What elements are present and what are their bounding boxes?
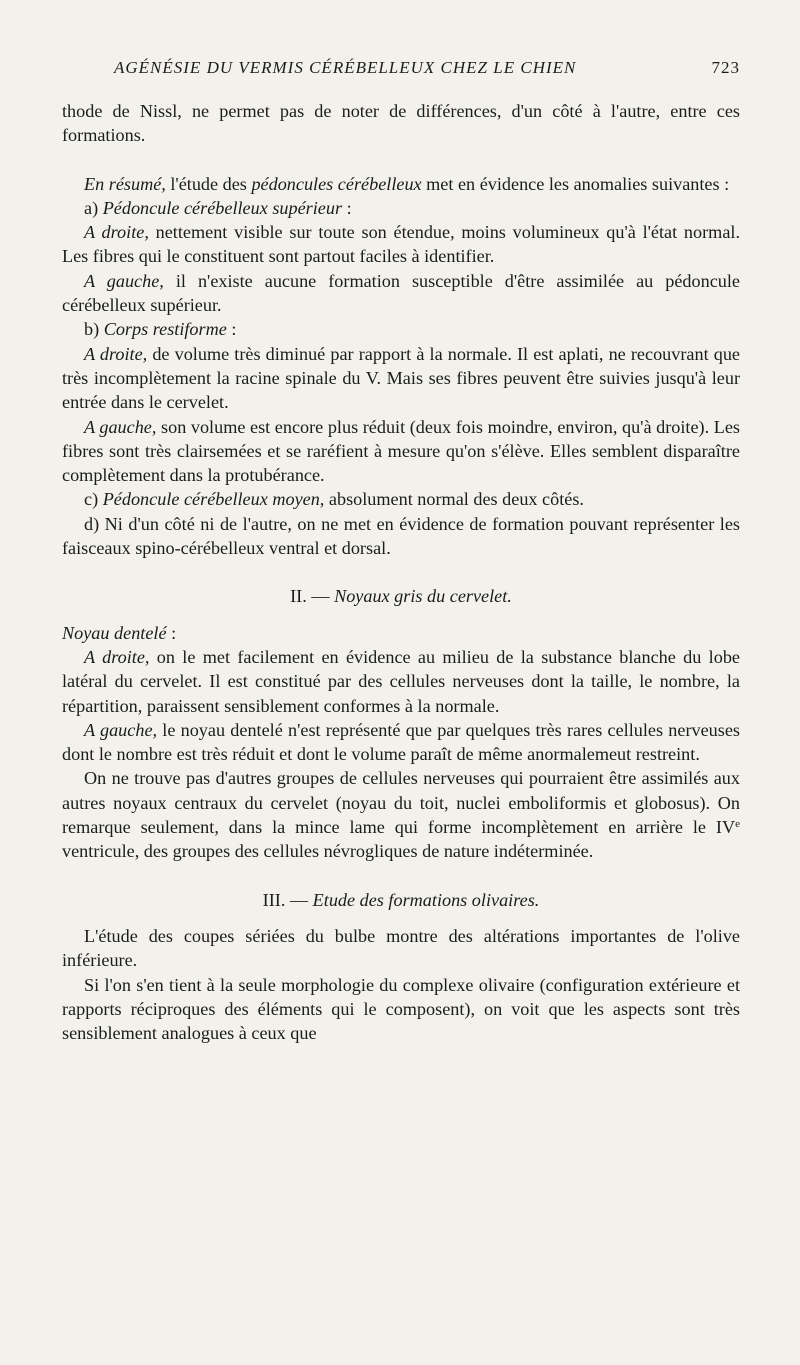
paragraph: A droite, de volume très diminué par rapport à la normale. Il est aplati, ne recouvrant que très incomplètement la racine spinale du V. Mais ses fibres peuvent être suivies jusqu'à leur entrée dans le cervelet. [62,343,740,413]
paragraph: A droite, nettement visible sur toute son étendue, moins volumineux qu'à l'état normal. Les fibres qui le constituent sont partout faciles à identifier. [62,222,740,267]
item-b-heading: b) Corps restiforme : [84,319,237,340]
running-title: AGÉNÉSIE DU VERMIS CÉRÉBELLEUX CHEZ LE CHIEN [114,58,577,77]
summary-lead: En résumé, [84,173,166,194]
paragraph: thode de Nissl, ne permet pas de noter de différences, d'un côté à l'autre, entre ces formations. [62,101,740,146]
paragraph-summary: En résumé, l'étude des pédoncules cérébelleux met en évidence les anomalies suivantes : [84,173,730,194]
body-text [62,99,740,1045]
subheading-noyau-dentele: Noyau dentelé : [62,622,177,643]
running-head [62,58,740,84]
paragraph: Si l'on s'en tient à la seule morphologie du complexe olivaire (configuration extérieure et rapports réciproques des éléments qui le composent), on voit que les aspects sont très sensiblement analogues à ceux que [62,974,740,1044]
section-heading-2: II. — Noyaux gris du cervelet. [290,586,512,607]
paragraph: L'étude des coupes sériées du bulbe montre des altérations importantes de l'olive inférieure. [62,925,740,971]
paragraph: On ne trouve pas d'autres groupes de cellules nerveuses qui pourraient être assimilés aux autres noyaux centraux du cervelet (noyau du toit, nuclei emboliformis et globosus). On remarque seulement, dans la mince lame qui forme incomplètement en arrière le IVe ventricule, des groupes des cellules névrogliques de nature indéterminée. [62,768,740,862]
item-d: d) Ni d'un côté ni de l'autre, on ne met en évidence de formation pouvant représenter les faisceaux spino-cérébelleux ventral et dorsal. [62,513,740,559]
paragraph: A droite, on le met facilement en évidence au milieu de la substance blanche du lobe latéral du cervelet. Il est constitué par des cellules nerveuses dont la taille, le nombre, la répartition, paraissent sensiblement conformes à la normale. [62,646,740,716]
item-c: c) Pédoncule cérébelleux moyen, absolument normal des deux côtés. [84,489,584,510]
paragraph: A gauche, son volume est encore plus réduit (deux fois moindre, environ, qu'à droite). Les fibres sont très clairsemées et se raréfient à mesure qu'on s'élève. Elles semblent disparaître complètement dans la protubérance. [62,416,740,486]
page-number: 723 [711,58,740,77]
section-heading-3: III. — Etude des formations olivaires. [262,889,540,910]
paragraph: A gauche, il n'existe aucune formation susceptible d'être assimilée au pédoncule cérébelleux supérieur. [62,270,740,316]
item-a-heading: a) Pédoncule cérébelleux supérieur : [84,197,352,218]
paragraph: A gauche, le noyau dentelé n'est représenté que par quelques très rares cellules nerveuses dont le nombre est très réduit et dont le volume paraît de même anormalemeut restreint. [62,719,740,765]
